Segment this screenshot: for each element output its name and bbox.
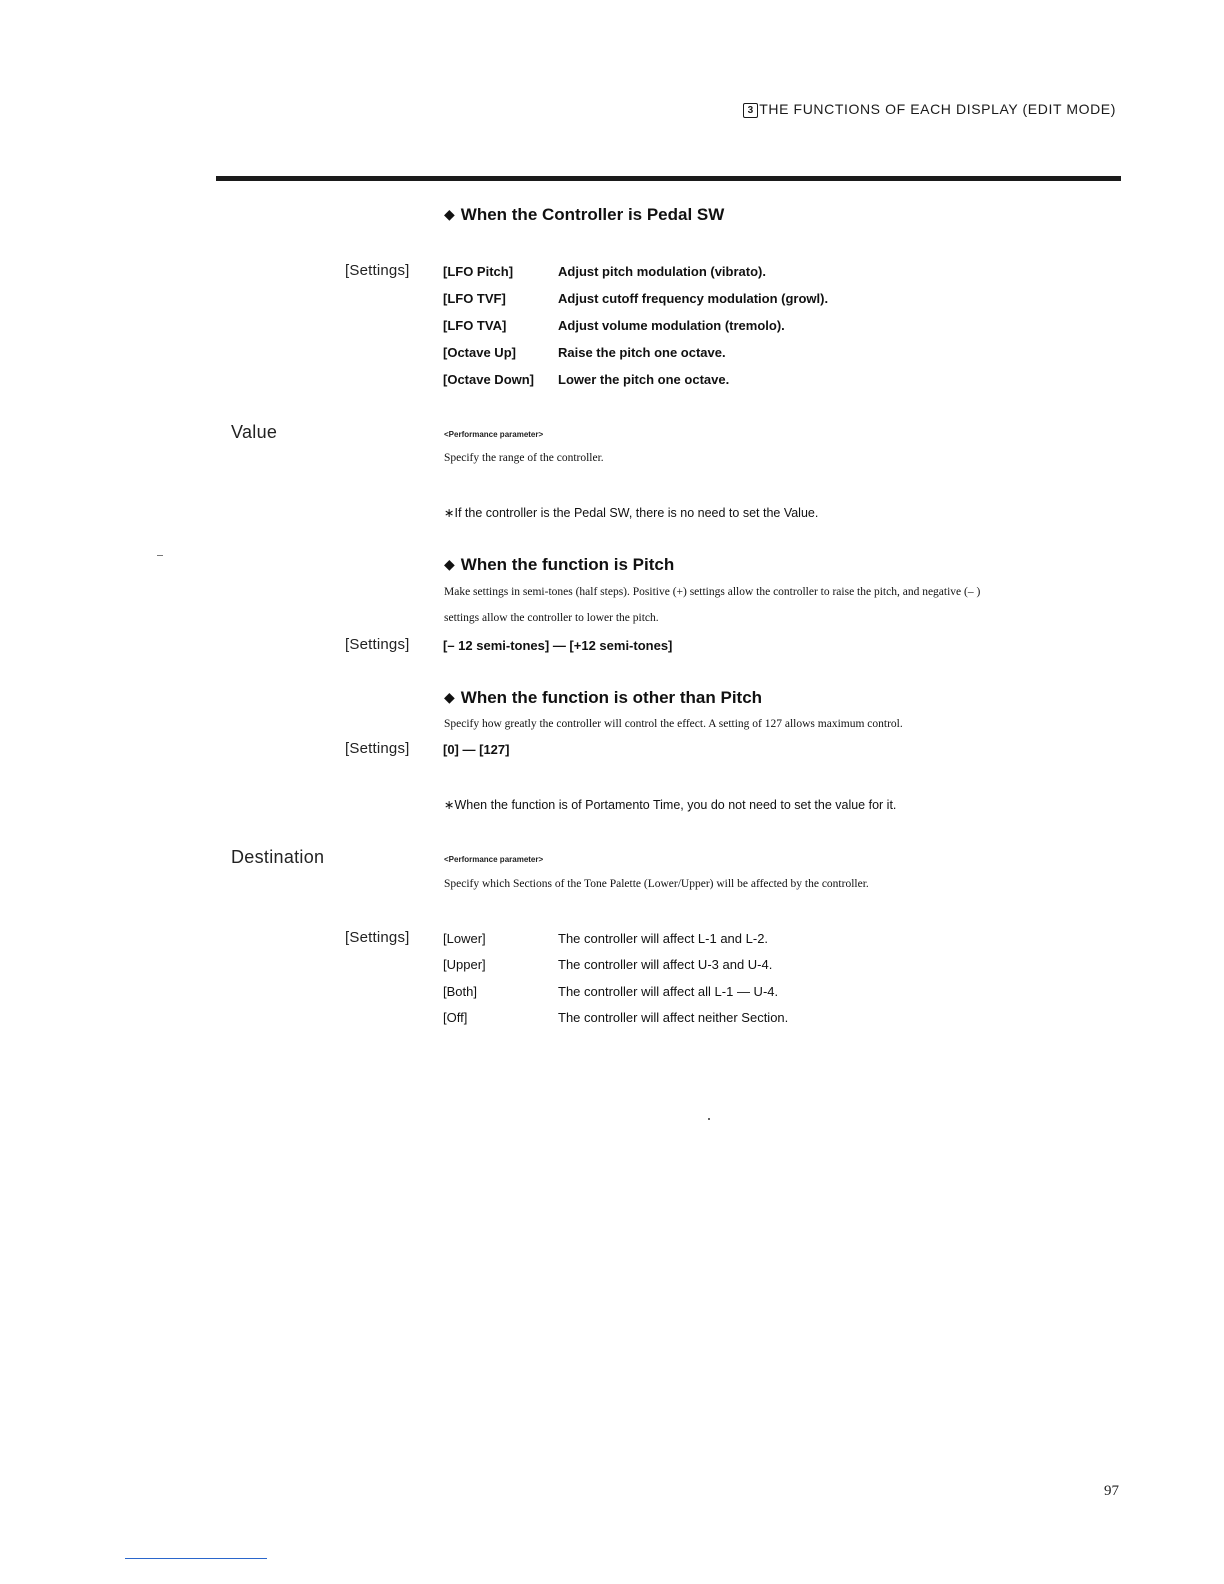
destination-description: Specify which Sections of the Tone Palette (Lower/Upper) will be affected by the controller. <box>444 878 869 890</box>
destination-setting-desc: The controller will affect neither Section. <box>558 1010 789 1025</box>
pedal-setting-key: [LFO TVA] <box>443 318 507 333</box>
stray-dot <box>708 1118 710 1120</box>
pitch-description-line1: Make settings in semi-tones (half steps). Positive (+) settings allow the controller to raise the pitch, and negative (– ) <box>444 586 981 598</box>
pitch-description-line2: settings allow the controller to lower the pitch. <box>444 612 659 624</box>
destination-setting-desc: The controller will affect U-3 and U-4. <box>558 957 773 972</box>
diamond-bullet-icon: ◆ <box>444 206 455 222</box>
other-description: Specify how greatly the controller will control the effect. A setting of 127 allows maximum control. <box>444 718 903 730</box>
heading-other-than-pitch-text: When the function is other than Pitch <box>460 688 763 707</box>
destination-setting-key: [Upper] <box>443 957 486 972</box>
heading-pedal-sw <box>444 205 724 225</box>
pedal-setting-desc: Adjust pitch modulation (vibrato). <box>558 264 766 279</box>
settings-label-pedal-sw: [Settings] <box>345 262 410 279</box>
header-rule <box>216 176 1121 181</box>
heading-pedal-sw-text: When the Controller is Pedal SW <box>460 205 725 224</box>
pedal-setting-key: [Octave Down] <box>443 372 535 387</box>
other-range: [0] — [127] <box>443 742 510 757</box>
performance-parameter-tag: <Performance parameter> <box>444 430 544 439</box>
destination-setting-desc: The controller will affect all L-1 — U-4. <box>558 984 779 999</box>
margin-mark <box>157 555 163 556</box>
performance-parameter-tag: <Performance parameter> <box>444 855 544 864</box>
destination-setting-key: [Lower] <box>443 931 486 946</box>
heading-pitch-text: When the function is Pitch <box>460 555 675 574</box>
settings-label-pitch: [Settings] <box>345 636 410 653</box>
pedal-setting-desc: Raise the pitch one octave. <box>558 345 726 360</box>
pedal-setting-key: [LFO Pitch] <box>443 264 514 279</box>
side-label-destination: Destination <box>231 847 325 867</box>
diamond-bullet-icon: ◆ <box>444 689 455 705</box>
pedal-setting-desc: Adjust cutoff frequency modulation (growl). <box>558 291 829 306</box>
pedal-setting-key: [LFO TVF] <box>443 291 506 306</box>
destination-setting-key: [Off] <box>443 1010 468 1025</box>
destination-setting-key: [Both] <box>443 984 477 999</box>
value-description: Specify the range of the controller. <box>444 452 604 464</box>
pitch-range: [– 12 semi-tones] — [+12 semi-tones] <box>443 638 673 653</box>
pedal-setting-desc: Lower the pitch one octave. <box>558 372 730 387</box>
destination-setting-desc: The controller will affect L-1 and L-2. <box>558 931 769 946</box>
heading-other-than-pitch <box>444 688 762 708</box>
value-note: ∗If the controller is the Pedal SW, there is no need to set the Value. <box>444 506 819 520</box>
section-number-badge: 3 <box>743 103 758 118</box>
portamento-note: ∗When the function is of Portamento Time, you do not need to set the value for it. <box>444 798 897 812</box>
footer-line <box>125 1558 267 1559</box>
page-header <box>743 101 1116 118</box>
settings-label-other: [Settings] <box>345 740 410 757</box>
page-number: 97 <box>1104 1483 1119 1499</box>
heading-pitch <box>444 555 674 575</box>
diamond-bullet-icon: ◆ <box>444 556 455 572</box>
pedal-setting-key: [Octave Up] <box>443 345 516 360</box>
side-label-value: Value <box>231 422 278 442</box>
pedal-setting-desc: Adjust volume modulation (tremolo). <box>558 318 785 333</box>
settings-label-destination: [Settings] <box>345 929 410 946</box>
header-title: THE FUNCTIONS OF EACH DISPLAY (EDIT MODE) <box>759 101 1116 117</box>
